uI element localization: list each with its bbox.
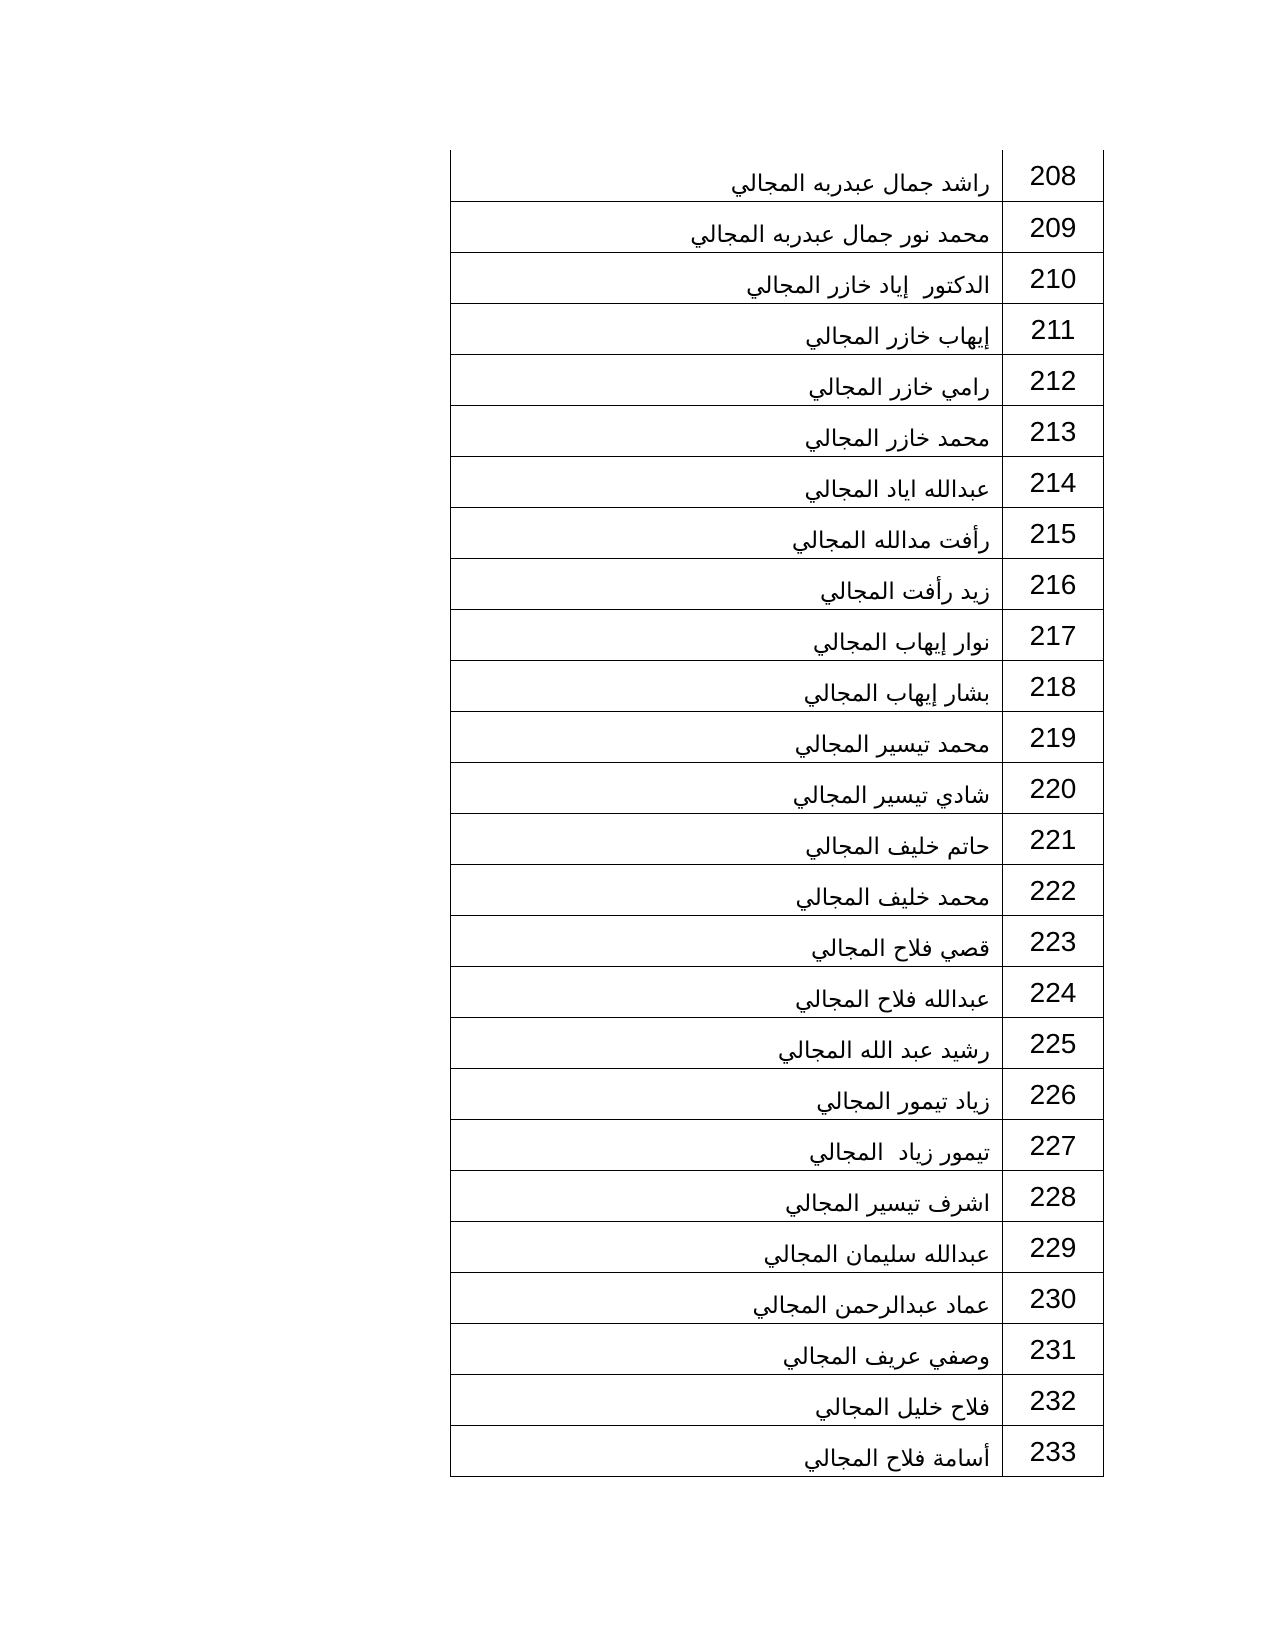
number-cell: 228	[1003, 1170, 1104, 1221]
name-cell: عبدالله اياد المجالي	[451, 456, 1003, 507]
number-cell: 214	[1003, 456, 1104, 507]
number-cell: 227	[1003, 1119, 1104, 1170]
names-table-body	[451, 150, 1104, 1476]
name-cell: قصي فلاح المجالي	[451, 915, 1003, 966]
number-cell: 233	[1003, 1425, 1104, 1476]
table-row	[451, 915, 1104, 966]
table-row	[451, 507, 1104, 558]
name-cell: محمد خليف المجالي	[451, 864, 1003, 915]
name-cell: تيمور زياد المجالي	[451, 1119, 1003, 1170]
name-cell: راشد جمال عبدربه المجالي	[451, 150, 1003, 201]
name-cell: زيد رأفت المجالي	[451, 558, 1003, 609]
number-cell: 219	[1003, 711, 1104, 762]
table-row	[451, 1374, 1104, 1425]
number-cell: 213	[1003, 405, 1104, 456]
number-cell: 215	[1003, 507, 1104, 558]
table-row	[451, 1425, 1104, 1476]
name-cell: فلاح خليل المجالي	[451, 1374, 1003, 1425]
name-cell: اشرف تيسير المجالي	[451, 1170, 1003, 1221]
name-cell: شادي تيسير المجالي	[451, 762, 1003, 813]
name-cell: حاتم خليف المجالي	[451, 813, 1003, 864]
names-table	[450, 150, 1104, 1477]
number-cell: 211	[1003, 303, 1104, 354]
number-cell: 212	[1003, 354, 1104, 405]
name-cell: إيهاب خازر المجالي	[451, 303, 1003, 354]
name-cell: وصفي عريف المجالي	[451, 1323, 1003, 1374]
table-row	[451, 303, 1104, 354]
name-cell: رشيد عبد الله المجالي	[451, 1017, 1003, 1068]
name-cell: الدكتور إياد خازر المجالي	[451, 252, 1003, 303]
number-cell: 231	[1003, 1323, 1104, 1374]
table-row	[451, 660, 1104, 711]
table-row	[451, 354, 1104, 405]
number-cell: 216	[1003, 558, 1104, 609]
table-row	[451, 252, 1104, 303]
number-cell: 218	[1003, 660, 1104, 711]
table-row	[451, 1017, 1104, 1068]
number-cell: 230	[1003, 1272, 1104, 1323]
table-row	[451, 456, 1104, 507]
table-row	[451, 1272, 1104, 1323]
number-cell: 220	[1003, 762, 1104, 813]
name-cell: عماد عبدالرحمن المجالي	[451, 1272, 1003, 1323]
table-row	[451, 1323, 1104, 1374]
number-cell: 222	[1003, 864, 1104, 915]
table-row	[451, 1221, 1104, 1272]
table-row	[451, 150, 1104, 201]
number-cell: 209	[1003, 201, 1104, 252]
number-cell: 224	[1003, 966, 1104, 1017]
number-cell: 208	[1003, 150, 1104, 201]
number-cell: 225	[1003, 1017, 1104, 1068]
name-cell: عبدالله سليمان المجالي	[451, 1221, 1003, 1272]
name-cell: أسامة فلاح المجالي	[451, 1425, 1003, 1476]
table-row	[451, 762, 1104, 813]
table-row	[451, 201, 1104, 252]
name-cell: محمد خازر المجالي	[451, 405, 1003, 456]
name-cell: زياد تيمور المجالي	[451, 1068, 1003, 1119]
number-cell: 210	[1003, 252, 1104, 303]
number-cell: 221	[1003, 813, 1104, 864]
name-cell: نوار إيهاب المجالي	[451, 609, 1003, 660]
table-row	[451, 813, 1104, 864]
number-cell: 226	[1003, 1068, 1104, 1119]
table-row	[451, 405, 1104, 456]
name-cell: محمد نور جمال عبدربه المجالي	[451, 201, 1003, 252]
name-cell: محمد تيسير المجالي	[451, 711, 1003, 762]
name-cell: بشار إيهاب المجالي	[451, 660, 1003, 711]
table-row	[451, 864, 1104, 915]
table-row	[451, 1119, 1104, 1170]
number-cell: 229	[1003, 1221, 1104, 1272]
number-cell: 232	[1003, 1374, 1104, 1425]
name-cell: رأفت مدالله المجالي	[451, 507, 1003, 558]
table-row	[451, 1170, 1104, 1221]
name-cell: عبدالله فلاح المجالي	[451, 966, 1003, 1017]
name-cell: رامي خازر المجالي	[451, 354, 1003, 405]
number-cell: 217	[1003, 609, 1104, 660]
table-row	[451, 1068, 1104, 1119]
table-row	[451, 558, 1104, 609]
number-cell: 223	[1003, 915, 1104, 966]
table-row	[451, 609, 1104, 660]
table-row	[451, 966, 1104, 1017]
table-row	[451, 711, 1104, 762]
